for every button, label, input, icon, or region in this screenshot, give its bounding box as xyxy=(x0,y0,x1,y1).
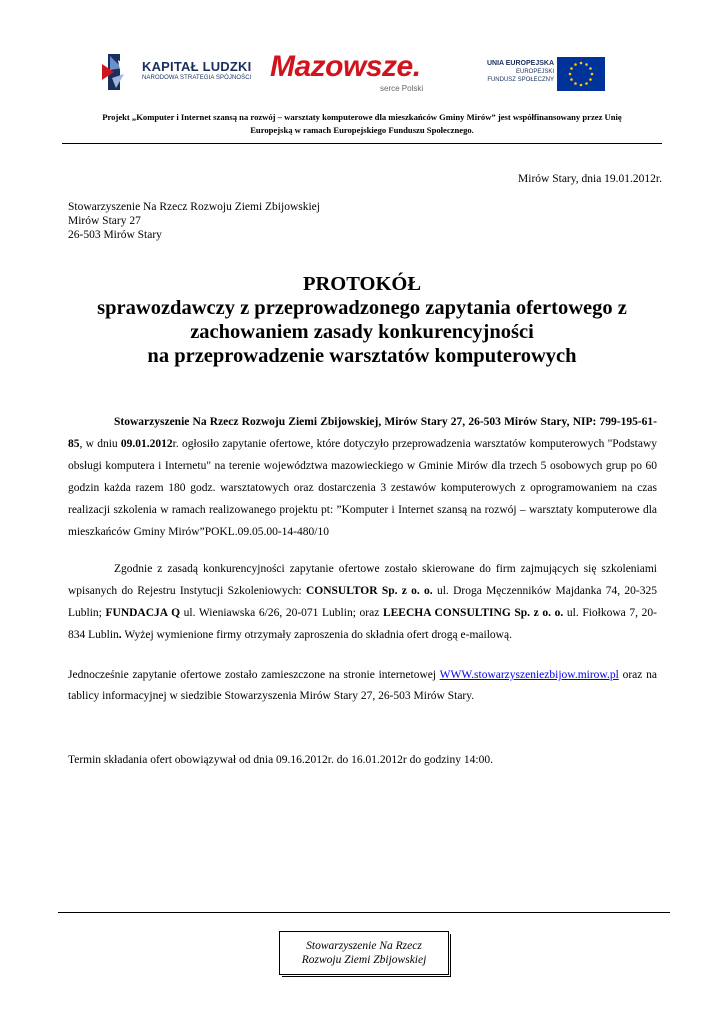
title-line3: zachowaniem zasady konkurencyjności xyxy=(190,321,534,343)
para1-text2: r. ogłosiło zapytanie ofertowe, które dotyczyło przeprowadzenia warsztatów komputerowych "Podstawy obsługi komputera i Internetu" na terenie województwa mazowieckiego w Gminie Mirów dla trzech 5 osobowych grup po 60 godzin każda razem 180 godz. warsztatowych oraz dostarczenia 3 zestawów komputerowych z oprogramowaniem na czas realizacji szkolenia w ramach realizowanego projektu pt: ”Komputer i Internet szansą na rozwój – warsztaty komputerowe dla mieszkańców Gminy Mirów”POKL.09.05.00-14-480/10 xyxy=(68,438,658,538)
website-link[interactable]: WWW.stowarzyszeniezbijow.mirow.pl xyxy=(439,669,619,681)
eu-text xyxy=(472,60,554,84)
para1-text1: , w dniu xyxy=(79,438,121,450)
para2-text4: ul. Fiołkowa 7, 20-834 Lublin xyxy=(68,607,657,641)
paragraph-companies xyxy=(68,558,657,646)
title-line1: PROTOKÓŁ xyxy=(302,273,422,295)
para2-text5: Wyżej wymienione firmy otrzymały zaproszenia do składnia ofert drogą e-mailową. xyxy=(121,629,512,641)
paragraph-announcement xyxy=(68,411,657,543)
mazowsze-subtitle: serce Polski xyxy=(380,84,424,93)
para3-text2: oraz na tablicy informacyjnej w siedzibie Stowarzyszenia Mirów Stary 27, 26-503 Mirów Stary. xyxy=(68,669,657,702)
address-line3: 26-503 Mirów Stary xyxy=(68,229,162,241)
para2-text2: ul. Droga Męczenników Majdanka 74, 20-325 Lublin; xyxy=(68,585,658,619)
address-line2: Mirów Stary 27 xyxy=(68,215,141,227)
para3-text1: Jednocześnie zapytanie ofertowe zostało zamieszczone na stronie internetowej xyxy=(68,669,440,681)
eu-flag-icon xyxy=(557,57,605,91)
para2-dot: . xyxy=(118,629,122,641)
kapital-ludzki-text xyxy=(142,60,251,82)
title-line2: sprawozdawczy z przeprowadzonego zapytania ofertowego z xyxy=(97,297,627,319)
title-line4: na przeprowadzenie warsztatów komputerowych xyxy=(147,345,577,367)
header-divider xyxy=(62,143,662,144)
kapital-ludzki-title: KAPITAŁ LUDZKI xyxy=(142,59,252,74)
document-title xyxy=(62,272,662,368)
address-line1: Stowarzyszenie Na Rzecz Rozwoju Ziemi Zbijowskiej xyxy=(68,201,320,213)
paragraph-website xyxy=(68,665,657,707)
sender-address xyxy=(68,200,320,242)
organization-stamp xyxy=(279,931,449,975)
company-consultor: CONSULTOR Sp. z o. o. xyxy=(305,585,433,597)
kapital-ludzki-subtitle: NARODOWA STRATEGIA SPÓJNOŚCI xyxy=(142,75,252,81)
eu-line2: EUROPEJSKI xyxy=(515,69,554,75)
eu-line3: FUNDUSZ SPOŁECZNY xyxy=(487,77,554,83)
stamp-line2: Rozwoju Ziemi Zbijowskiej xyxy=(301,954,427,966)
organization-name: Stowarzyszenie Na Rzecz Rozwoju Ziemi Zbijowskiej, Mirów Stary 27, 26-503 Mirów Stary, NIP: 799-195-61-85 xyxy=(68,416,657,450)
stamp-line1: Stowarzyszenie Na Rzecz xyxy=(306,940,422,952)
footer-divider xyxy=(58,912,670,913)
mazowsze-logo xyxy=(270,50,424,93)
eu-line1: UNIA EUROPEJSKA xyxy=(486,60,554,67)
announcement-date: 09.01.2012 xyxy=(120,438,173,450)
paragraph-deadline: Termin składania ofert obowiązywał od dnia 09.16.2012r. do 16.01.2012r do godziny 14:00. xyxy=(68,754,493,766)
company-leecha: LEECHA CONSULTING Sp. z o. o. xyxy=(382,607,564,619)
project-info xyxy=(70,111,654,137)
para2-text1: Zgodnie z zasadą konkurencyjności zapytanie ofertowe zostało skierowane do firm zajmujących się szkoleniami wpisanych do Rejestru Instytucji Szkoleniowych: xyxy=(68,563,657,597)
para2-text3: ul. Wieniawska 6/26, 20-071 Lublin; oraz xyxy=(180,607,383,619)
mazowsze-title: Mazowsze. xyxy=(270,50,421,83)
company-fundacja-q: FUNDACJA Q xyxy=(105,607,181,619)
document-date: Mirów Stary, dnia 19.01.2012r. xyxy=(518,173,662,185)
project-line1: Projekt „Komputer i Internet szansą na rozwój – warsztaty komputerowe dla mieszkańców Gminy Mirów” jest współfinansowany przez Unię xyxy=(102,112,622,122)
project-line2: Europejską w ramach Europejskiego Funduszu Społecznego. xyxy=(250,125,474,135)
